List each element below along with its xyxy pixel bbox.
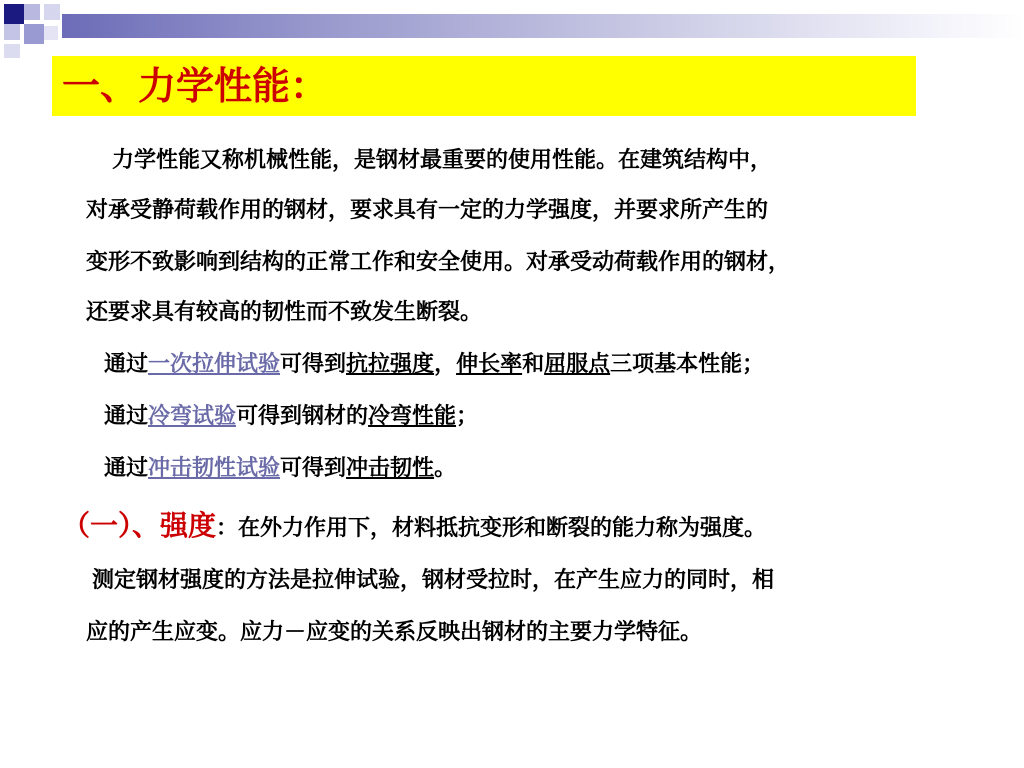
decor-square (24, 4, 40, 20)
decor-square (44, 26, 58, 40)
decor-square (4, 4, 24, 24)
decor-square (24, 24, 44, 44)
bending-test-link[interactable]: 冷弯试验 (148, 404, 237, 429)
strength-heading-line (62, 508, 766, 547)
tensile-test-link[interactable]: 一次拉伸试验 (148, 352, 281, 377)
paragraph-line: 力学性能又称机械性能，是钢材最重要的使用性能。在建筑结构中， (112, 148, 773, 173)
strength-definition: ：在外力作用下，材料抵抗变形和断裂的能力称为强度。 (216, 516, 767, 541)
text: ， (434, 352, 457, 377)
decor-square (4, 44, 20, 58)
paragraph-line: 应的产生应变。应力－应变的关系反映出钢材的主要力学特征。 (86, 620, 703, 645)
text: 可得到钢材的 (236, 404, 369, 429)
decor-square (44, 4, 60, 20)
text: 。 (434, 456, 457, 481)
page-title: 一、力学性能： (62, 64, 329, 108)
text: 通过 (104, 404, 149, 429)
text: 可得到 (280, 456, 347, 481)
term-yield-point: 屈服点 (544, 352, 611, 377)
title-banner (52, 56, 916, 116)
impact-test-link[interactable]: 冲击韧性试验 (148, 456, 281, 481)
paragraph-line: 对承受静荷载作用的钢材，要求具有一定的力学强度，并要求所产生的 (86, 198, 769, 223)
text: 通过 (104, 352, 149, 377)
decor-square (4, 24, 20, 40)
impact-test-line (104, 454, 456, 484)
paragraph-line: 变形不致影响到结构的正常工作和安全使用。对承受动荷载作用的钢材， (86, 250, 791, 275)
section-heading: （一）、强度 (62, 509, 217, 542)
text: ； (456, 404, 479, 429)
text: 和 (522, 352, 545, 377)
term-cold-bending: 冷弯性能 (368, 404, 457, 429)
tensile-test-line (104, 350, 764, 380)
term-tensile-strength: 抗拉强度 (346, 352, 435, 377)
text: 三项基本性能； (610, 352, 765, 377)
paragraph-line: 还要求具有较高的韧性而不致发生断裂。 (86, 300, 483, 325)
term-elongation: 伸长率 (456, 352, 523, 377)
paragraph-line: 测定钢材强度的方法是拉伸试验，钢材受拉时，在产生应力的同时，相 (92, 568, 775, 593)
header-decoration (0, 0, 1024, 60)
term-impact-toughness: 冲击韧性 (346, 456, 435, 481)
decor-gradient-bar (62, 14, 1024, 38)
text: 通过 (104, 456, 149, 481)
text: 可得到 (280, 352, 347, 377)
bending-test-line (104, 402, 478, 432)
